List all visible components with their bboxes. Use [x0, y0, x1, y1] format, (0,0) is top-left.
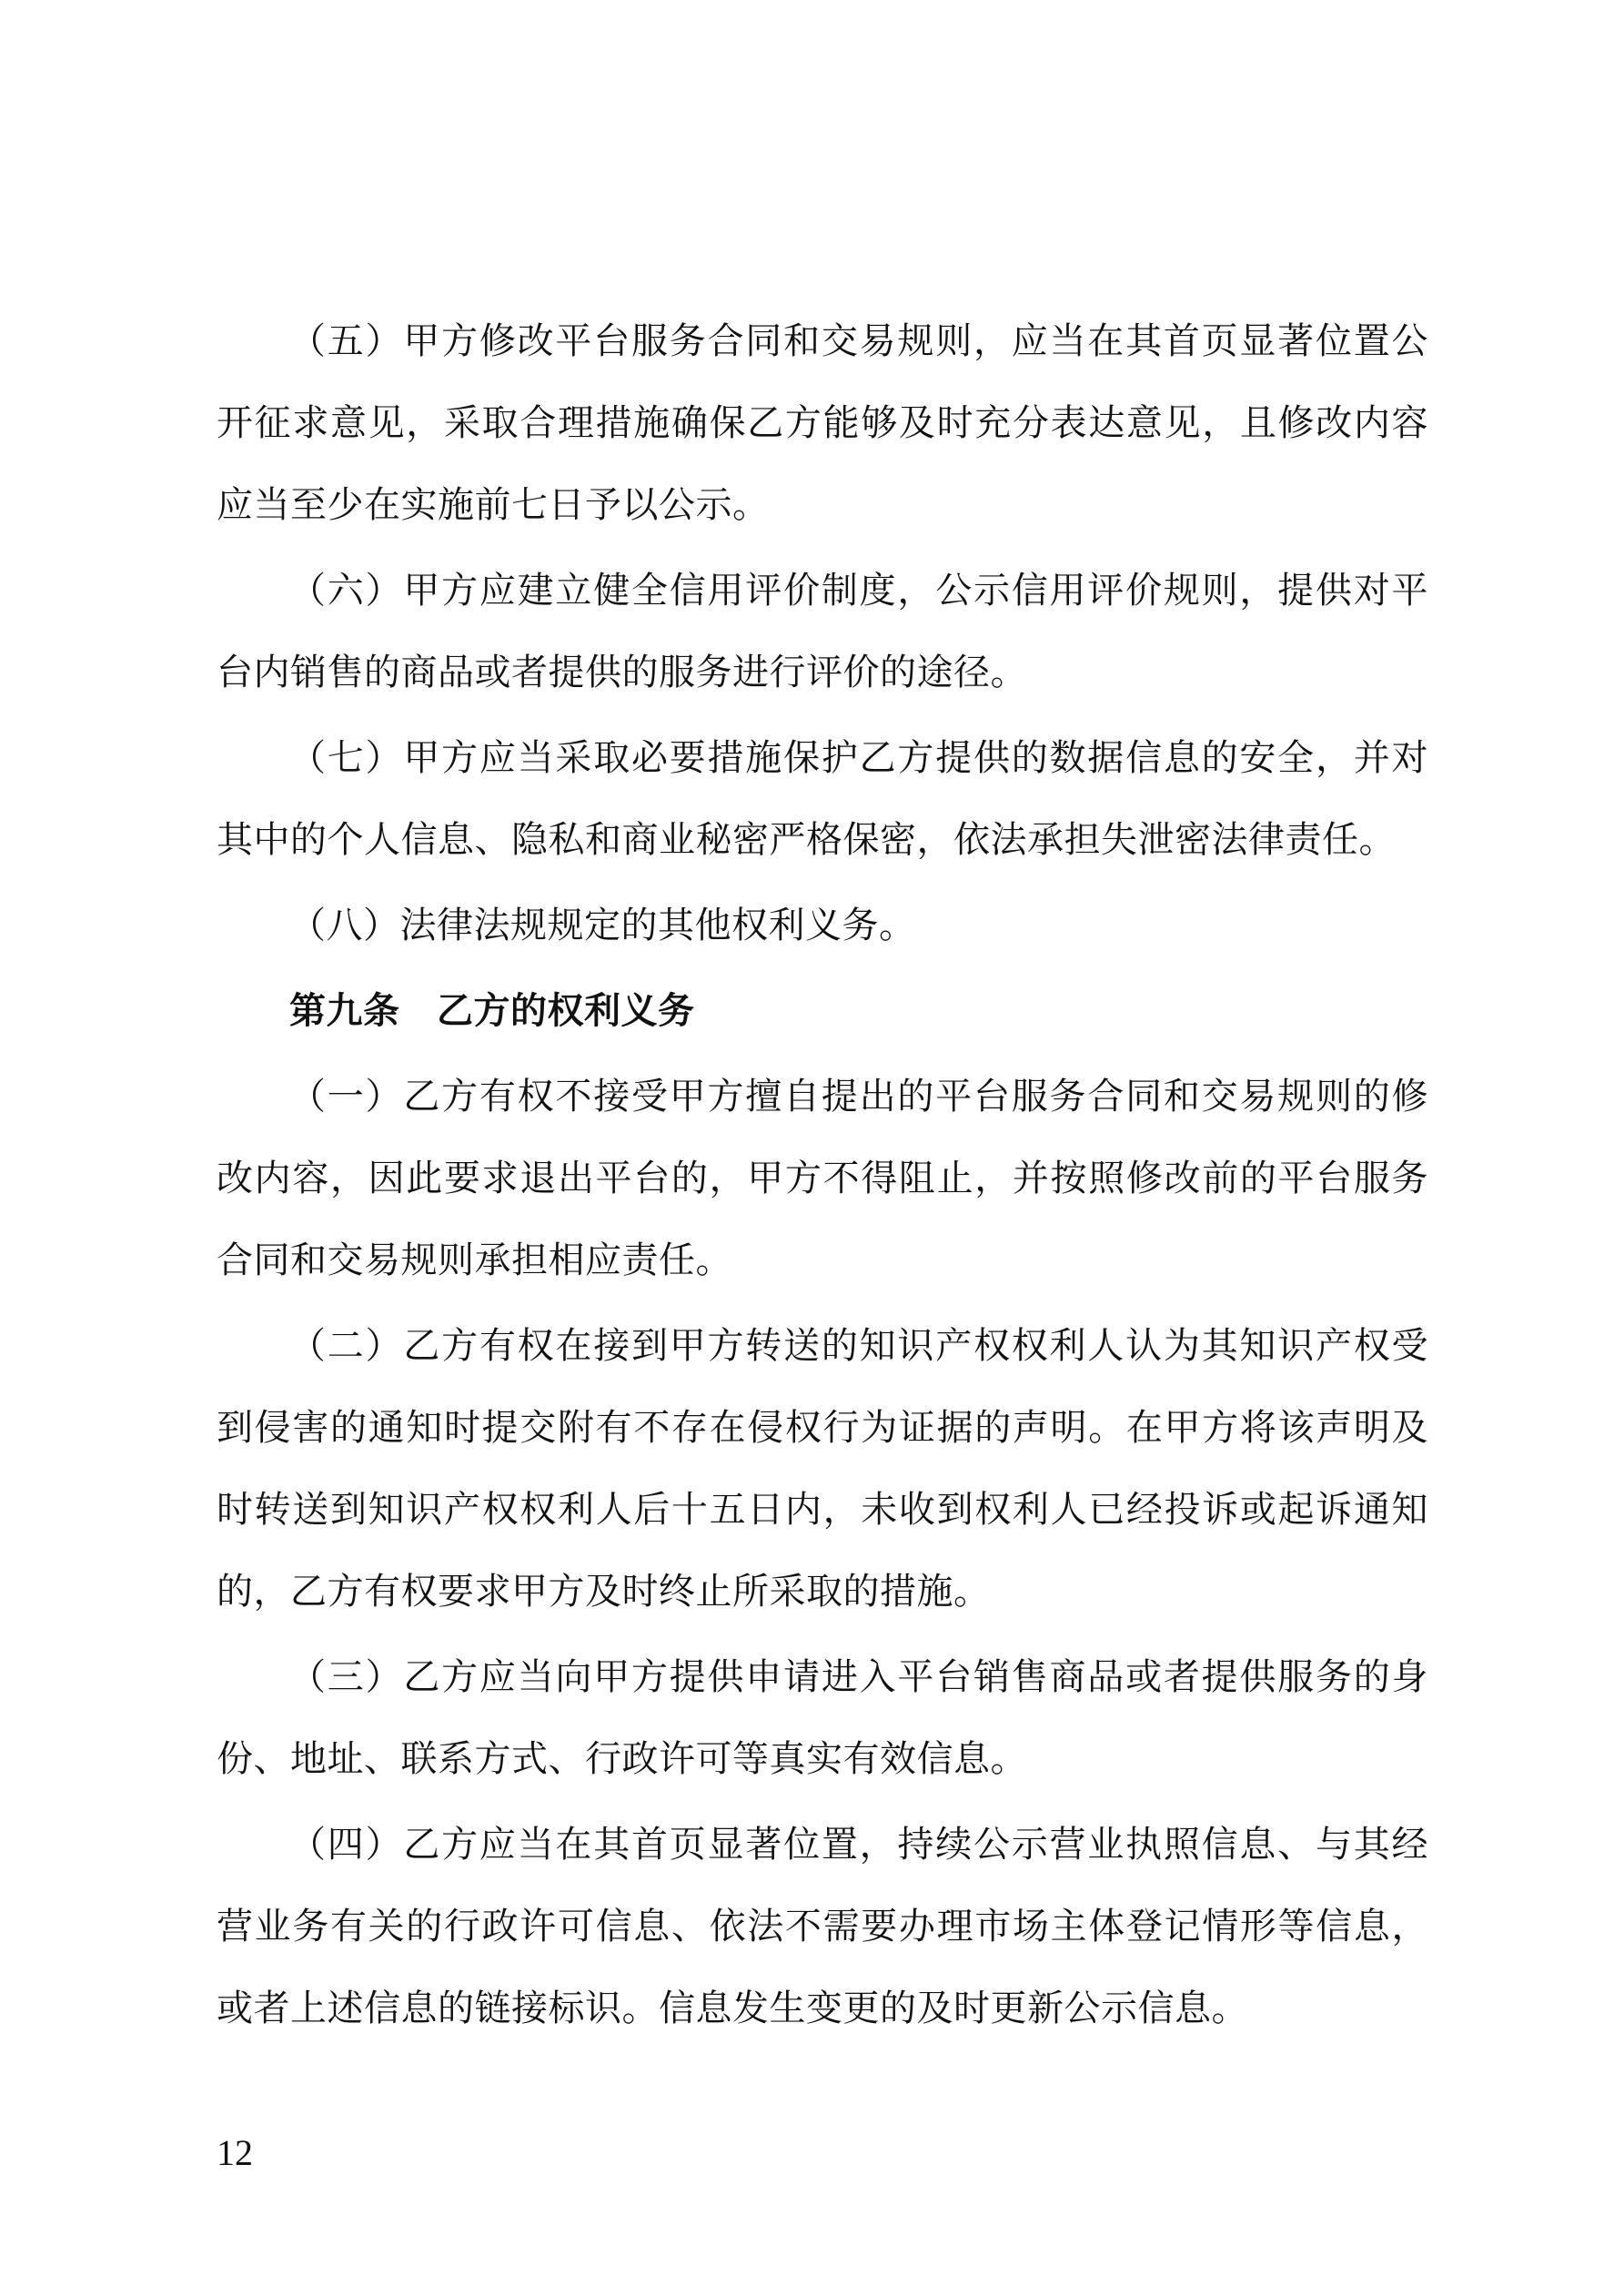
paragraph-article-9-item-1: （一）乙方有权不接受甲方擅自提出的平台服务合同和交易规则的修改内容，因此要求退出平台的，甲方不得阻止，并按照修改前的平台服务合同和交易规则承担相应责任。 [217, 1076, 1428, 1281]
paragraph-clause-5: （五）甲方修改平台服务合同和交易规则，应当在其首页显著位置公开征求意见，采取合理措施确保乙方能够及时充分表达意见，且修改内容应当至少在实施前七日予以公示。 [217, 320, 1428, 526]
body-text [217, 300, 1428, 2053]
page-number: 12 [217, 2132, 253, 2173]
article-9-heading: 第九条 乙方的权利义务 [289, 989, 695, 1032]
paragraph-article-9-item-3: （三）乙方应当向甲方提供申请进入平台销售商品或者提供服务的身份、地址、联系方式、行政许可等真实有效信息。 [217, 1656, 1428, 1780]
paragraph-article-9-item-4: （四）乙方应当在其首页显著位置，持续公示营业执照信息、与其经营业务有关的行政许可信息、依法不需要办理市场主体登记情形等信息，或者上述信息的链接标识。信息发生变更的及时更新公示信息。 [217, 1824, 1428, 2029]
paragraph-clause-8: （八）法律法规规定的其他权利义务。 [289, 905, 916, 946]
paragraph-clause-6: （六）甲方应建立健全信用评价制度，公示信用评价规则，提供对平台内销售的商品或者提供的服务进行评价的途径。 [217, 570, 1428, 693]
paragraph-clause-7: （七）甲方应当采取必要措施保护乙方提供的数据信息的安全，并对其中的个人信息、隐私和商业秘密严格保密，依法承担失泄密法律责任。 [217, 737, 1428, 861]
paragraph-article-9-item-2: （二）乙方有权在接到甲方转送的知识产权权利人认为其知识产权受到侵害的通知时提交附有不存在侵权行为证据的声明。在甲方将该声明及时转送到知识产权权利人后十五日内，未收到权利人已经投诉或起诉通知的，乙方有权要求甲方及时终止所采取的措施。 [217, 1325, 1428, 1613]
